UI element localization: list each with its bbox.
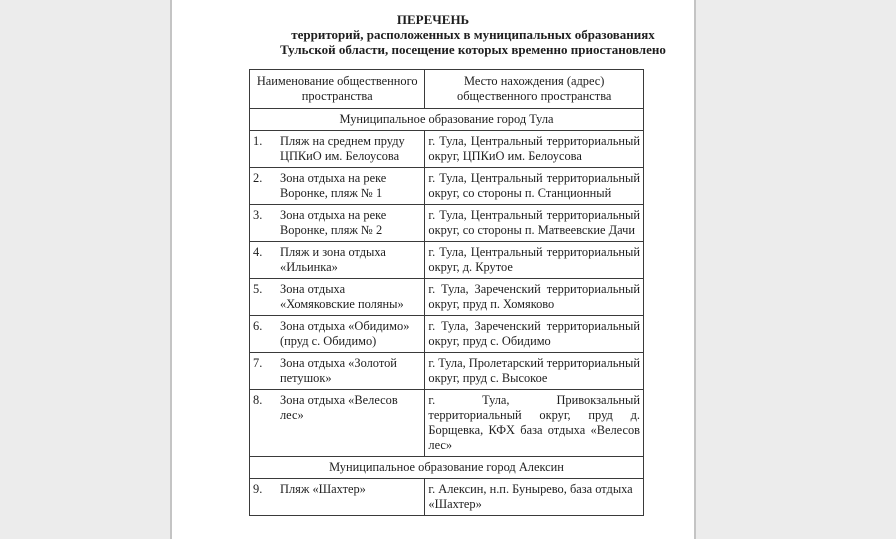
table-row [250,316,644,353]
row-name: Зона отдыха «Золотой петушок» [280,356,397,385]
table-row [250,479,644,516]
address-cell: г. Тула, Центральный территориальный округ, со стороны п. Матвеевские Дачи [425,205,644,242]
row-name: Зона отдыха «Обидимо» (пруд с. Обидимо) [280,319,410,348]
address-cell: г. Алексин, н.п. Бунырево, база отдыха «Шахтер» [425,479,644,516]
address-cell: г. Тула, Зареченский территориальный округ, пруд с. Обидимо [425,316,644,353]
address-cell: г. Тула, Зареченский территориальный округ, пруд п. Хомяково [425,279,644,316]
name-cell [250,168,425,205]
row-number: 4. [253,245,263,259]
table-row [250,168,644,205]
row-number: 7. [253,356,263,370]
table-row [250,353,644,390]
row-number: 3. [253,208,263,222]
row-name: Зона отдыха на реке Воронке, пляж № 1 [280,171,387,200]
table-row [250,390,644,457]
territories-table [249,69,644,516]
row-number: 6. [253,319,263,333]
header-name: Наименование общественного пространства [250,70,425,109]
name-cell [250,353,425,390]
address-cell: г. Тула, Центральный территориальный округ, д. Крутое [425,242,644,279]
section-row [250,109,644,131]
name-cell [250,279,425,316]
table-row [250,279,644,316]
address-cell: г. Тула, Центральный территориальный округ, со стороны п. Станционный [425,168,644,205]
name-cell [250,242,425,279]
address-cell: г. Тула, Центральный территориальный округ, ЦПКиО им. Белоусова [425,131,644,168]
address-cell: г. Тула, Привокзальный территориальный округ, пруд д. Борщевка, КФХ база отдыха «Велесов лес» [425,390,644,457]
document-page [170,0,696,539]
row-name: Зона отдыха «Велесов лес» [280,393,398,422]
row-name: Зона отдыха «Хомяковские поляны» [280,282,404,311]
table-row [250,242,644,279]
name-cell [250,316,425,353]
name-cell [250,479,425,516]
section-row [250,457,644,479]
section-title-tula: Муниципальное образование город Тула [250,109,644,131]
title-subheading-line2: Тульской области, посещение которых временно приостановлено [280,42,666,57]
table-header-row [250,70,644,109]
address-cell: г. Тула, Пролетарский территориальный округ, пруд с. Высокое [425,353,644,390]
document-title [172,12,694,57]
section-title-aleksin: Муниципальное образование город Алексин [250,457,644,479]
row-number: 1. [253,134,263,148]
row-number: 5. [253,282,263,296]
table-row [250,131,644,168]
row-name: Пляж и зона отдыха «Ильинка» [280,245,386,274]
row-name: Пляж на среднем пруду ЦПКиО им. Белоусова [280,134,405,163]
row-number: 9. [253,482,263,496]
row-number: 8. [253,393,263,407]
name-cell [250,205,425,242]
title-subheading-line1: территорий, расположенных в муниципальных образованиях [291,27,655,42]
name-cell [250,390,425,457]
row-name: Пляж «Шахтер» [280,482,366,496]
title-heading: ПЕРЕЧЕНЬ [396,12,470,27]
table-row [250,205,644,242]
name-cell [250,131,425,168]
row-number: 2. [253,171,263,185]
row-name: Зона отдыха на реке Воронке, пляж № 2 [280,208,387,237]
header-address: Место нахождения (адрес) общественного пространства [425,70,644,109]
